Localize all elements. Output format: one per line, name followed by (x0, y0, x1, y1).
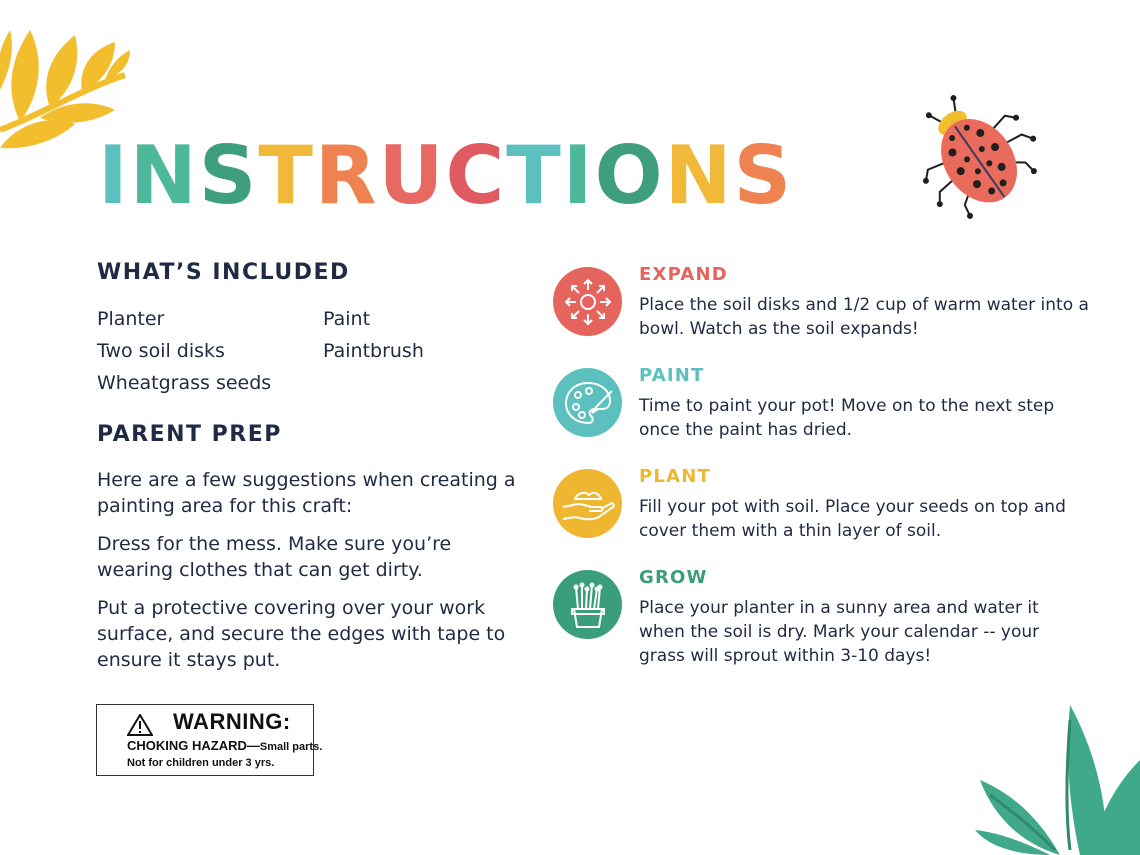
title-letter: R (314, 129, 379, 222)
warning-title: WARNING: (173, 709, 291, 734)
list-item: Paintbrush (323, 340, 424, 362)
included-items-list (97, 306, 477, 396)
list-item: Planter (97, 308, 165, 330)
title-letter: T (506, 129, 563, 222)
paint-palette-icon (553, 368, 622, 437)
title-letter: T (258, 129, 315, 222)
title-letter: C (445, 129, 507, 222)
parent-prep-text (97, 467, 517, 685)
list-item: Wheatgrass seeds (97, 372, 272, 394)
green-plant-icon (970, 700, 1140, 855)
step-title: PLANT (639, 466, 711, 487)
title-letter: I (98, 129, 130, 222)
title-letter: U (378, 129, 446, 222)
ladybug-icon (910, 90, 1040, 220)
expand-arrows-icon (553, 267, 622, 336)
step-title: EXPAND (639, 264, 728, 285)
step-text: Place your planter in a sunny area and water it when the soil is dry. Mark your calendar -- your grass will sprout within 3-10 days! (639, 598, 1040, 666)
warning-triangle-icon (127, 714, 153, 736)
hand-soil-icon (553, 469, 622, 538)
title-letter: O (594, 129, 665, 222)
list-item: Two soil disks (97, 340, 225, 362)
list-item: Paint (323, 308, 371, 330)
prep-paragraph: Put a protective covering over your work surface, and secure the edges with tape to ensure it stays put. (97, 597, 506, 671)
whats-included-heading: WHAT’S INCLUDED (97, 260, 350, 285)
step-text: Place the soil disks and 1/2 cup of warm water into a bowl. Watch as the soil expands! (639, 295, 1089, 339)
prep-paragraph: Here are a few suggestions when creating a painting area for this craft: (97, 469, 516, 517)
title-letter: N (664, 129, 734, 222)
choking-hazard-warning (96, 704, 323, 776)
page-title (98, 129, 794, 222)
step-text: Fill your pot with soil. Place your seeds on top and cover them with a thin layer of soil. (639, 497, 1066, 541)
warning-line-2: Not for children under 3 yrs. (127, 757, 275, 769)
title-letter: S (198, 129, 259, 222)
step-title: GROW (639, 567, 708, 588)
warning-line-1: CHOKING HAZARD—Small parts. (127, 738, 323, 753)
step-text: Time to paint your pot! Move on to the next step once the paint has dried. (639, 396, 1055, 440)
title-letter: S (733, 129, 794, 222)
title-letter: N (129, 129, 199, 222)
prep-paragraph: Dress for the mess. Make sure you’re wearing clothes that can get dirty. (97, 533, 452, 581)
parent-prep-heading: PARENT PREP (97, 422, 282, 447)
title-letter: I (562, 129, 595, 222)
sprout-pot-icon (553, 570, 622, 639)
step-title: PAINT (639, 365, 705, 386)
